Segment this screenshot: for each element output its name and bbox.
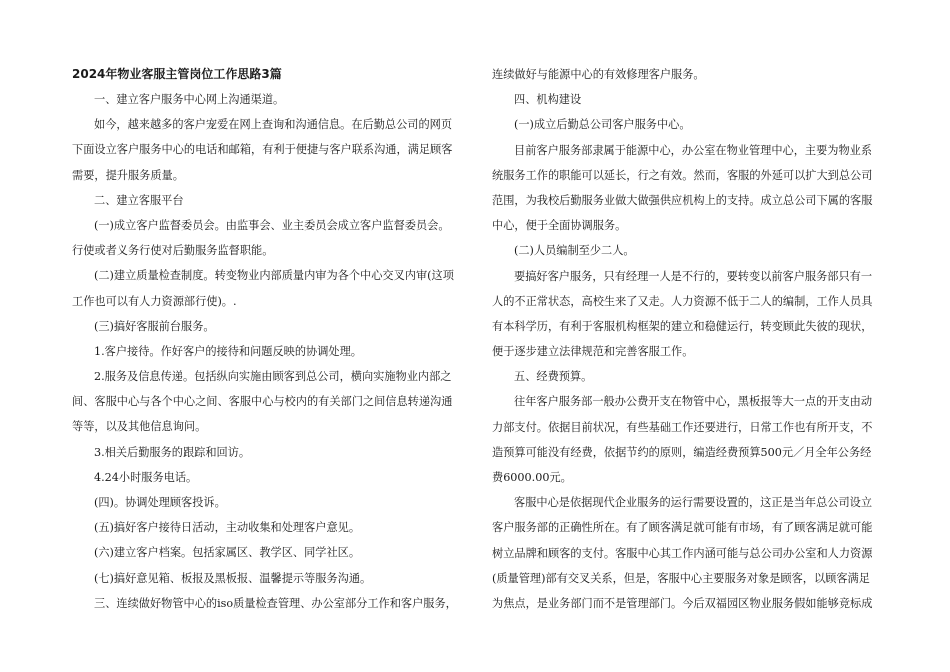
paragraph-line: (质量管理)部有交叉关系，但是，客服中心主要服务对象是顾客，以顾客满足 (492, 571, 870, 585)
paragraph-line: (六)建立客户档案。包括家属区、教学区、同学社区。 (94, 546, 361, 560)
paragraph-line: 连续做好与能源中心的有效修理客户服务。 (492, 68, 705, 81)
paragraph-line: 要搞好客户服务，只有经理一人是不行的，要转变以前客户服务部只有一 (514, 269, 873, 283)
paragraph-line: (一)成立客户监督委员会。由监事会、业主委员会成立客户监督委员会。 (94, 218, 450, 232)
paragraph-line: 费6000.00元。 (492, 471, 572, 484)
paragraph-line: 需要，提升服务质量。 (72, 168, 184, 182)
paragraph-line: 五、经费预算。 (514, 370, 593, 384)
paragraph-line: 一、建立客户服务中心网上沟通渠道。 (94, 93, 285, 106)
paragraph-line: (二)人员编制至少二人。 (514, 244, 635, 258)
paragraph-line: (一)成立后勤总公司客户服务中心。 (514, 118, 691, 132)
right-column (492, 62, 886, 616)
left-column (72, 62, 466, 616)
paragraph-line: 目前客户服务部隶属于能源中心，办公室在物业管理中心，主要为物业系 (514, 143, 873, 157)
paragraph-line: 力部支付。依据目前状况，有些基础工作还要进行，日常工作也有所开支，不 (492, 420, 873, 434)
paragraph-line: 3.相关后勤服务的跟踪和回访。 (94, 445, 251, 459)
paragraph-line: 有本科学历，有利于客服机构框架的建立和稳健运行，转变顾此失彼的现状， (492, 319, 873, 333)
paragraph-line: 等等，以及其他信息询问。 (72, 420, 207, 434)
paragraph-line: 客服中心是依据现代企业服务的运行需要设置的，这正是当年总公司设立 (514, 496, 873, 510)
paragraph-line: (三)搞好客服前台服务。 (94, 319, 215, 333)
paragraph-line: 为焦点，是业务部门而不是管理部门。今后双福园区物业服务假如能够竞标成 (492, 596, 873, 610)
paragraph-line: 往年客户服务部一般办公费开支在物管中心，黑板报等大一点的开支由动 (514, 395, 873, 409)
paragraph-line: (五)搞好客户接待日活动，主动收集和处理客户意见。 (94, 521, 361, 535)
paragraph-line: (四)。协调处理顾客投诉。 (94, 496, 226, 509)
paragraph-line: (七)搞好意见箱、板报及黑板报、温馨提示等服务沟通。 (94, 571, 372, 585)
paragraph-line: 间、客服中心与各个中心之间、客服中心与校内的有关部门之间信息转递沟通 (72, 395, 453, 409)
paragraph-line: 1.客户接待。作好客户的接待和问题反映的协调处理。 (94, 344, 362, 358)
paragraph-line: 二、建立客服平台 (94, 193, 184, 207)
paragraph-line: 如今，越来越多的客户宠爱在网上查询和沟通信息。在后勤总公司的网页 (94, 118, 453, 132)
paragraph-line: 树立品牌和顾客的支付。客服中心其工作内涵可能与总公司办公室和人力资源 (492, 546, 873, 560)
paragraph-line: 行使或者义务行使对后勤服务监督职能。 (72, 244, 274, 258)
paragraph-line: 4.24小时服务电话。 (94, 470, 198, 484)
paragraph-line: 四、机构建设 (514, 93, 582, 107)
paragraph-line: 造预算可能没有经费，依据节约的原则，编造经费预算500元／月全年公务经 (492, 445, 872, 459)
paragraph-line: 三、连续做好物管中心的iso质量检查管理、办公室部分工作和客户服务， (94, 596, 457, 610)
paragraph-line: 统服务工作的职能可以延长，行之有效。然而，客服的外延可以扩大到总公司 (492, 168, 873, 182)
paragraph-line: 工作也可以有人力资源部行使)。. (72, 294, 237, 308)
paragraph-line: 2.服务及信息传递。包括纵向实施由顾客到总公司，横向实施物业内部之 (94, 370, 452, 384)
paragraph-line: (二)建立质量检查制度。转变物业内部质量内审为各个中心交叉内审(这项 (94, 269, 454, 283)
paragraph-line: 范围，为我校后勤服务业做大做强供应机构上的支持。成立总公司下属的客服 (492, 193, 873, 207)
paragraph-line: 人的不正常状态，高校生来了又走。人力资源不低于二人的编制，工作人员具 (492, 294, 873, 308)
paragraph-line: 客户服务部的正确性所在。有了顾客满足就可能有市场，有了顾客满足就可能 (492, 521, 873, 535)
paragraph-line: 便于逐步建立法律规范和完善客服工作。 (492, 345, 694, 359)
document-title: 2024年物业客服主管岗位工作思路3篇 (72, 67, 282, 81)
paragraph-line: 下面设立客户服务中心的电话和邮箱，有利于便捷与客户联系沟通，满足顾客 (72, 143, 453, 157)
paragraph-line: 中心，便于全面协调服务。 (492, 219, 627, 233)
